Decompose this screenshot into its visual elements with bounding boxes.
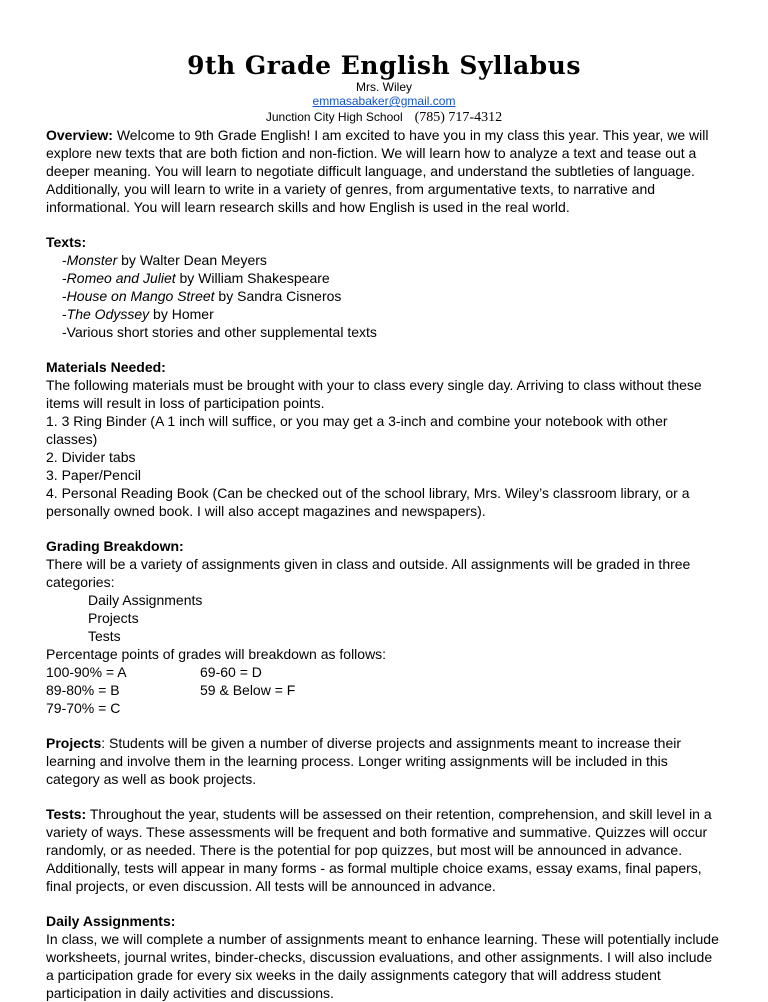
daily-heading: Daily Assignments: bbox=[46, 913, 176, 929]
daily-section bbox=[46, 912, 722, 1002]
grading-scale bbox=[46, 663, 722, 717]
phone-number: (785) 717-4312 bbox=[414, 110, 503, 125]
grading-category: Tests bbox=[88, 628, 121, 644]
projects-section bbox=[46, 734, 722, 788]
text-item: -The Odyssey by Homer bbox=[62, 306, 214, 322]
materials-heading: Materials Needed: bbox=[46, 359, 166, 375]
overview-text: Welcome to 9th Grade English! I am excited to have you in my class this year. This year, we will explore new texts that are both fiction and non-fiction. We will learn how to analyze a text and tease out a deeper meaning. You will learn to negotiate difficult language, and understand the subtleties of language. Additionally, you will learn to write in a variety of genres, from argumentative texts, to narrative and informational. You will learn research skills and how English is used in the real world. bbox=[46, 127, 709, 215]
tests-text: Throughout the year, students will be assessed on their retention, comprehension, and skill level in a variety of ways. These assessments will be frequent and both formative and summative. Quizzes will occur randomly, or as needed. There is the potential for pop quizzes, but most will be announced in advance. Additionally, tests will appear in many forms - as formal multiple choice exams, essay exams, final papers, final projects, or even discussion. All tests will be announced in advance. bbox=[46, 806, 712, 894]
grade-cell: 79-70% = C bbox=[46, 700, 121, 716]
tests-section bbox=[46, 805, 722, 895]
texts-section bbox=[46, 233, 722, 341]
grading-heading: Grading Breakdown: bbox=[46, 538, 184, 554]
projects-text: : Students will be given a number of diverse projects and assignments meant to increase their learning and involve them in the learning process. Longer writing assignments will be included in this category as well as book projects. bbox=[46, 735, 681, 787]
materials-item: 2. Divider tabs bbox=[46, 449, 136, 465]
school-line bbox=[46, 109, 722, 126]
texts-heading: Texts: bbox=[46, 234, 87, 250]
materials-item: 4. Personal Reading Book (Can be checked out of the school library, Mrs. Wiley’s classroom library, or a personally owned book. I will also accept magazines and newspapers). bbox=[46, 485, 690, 519]
materials-item: 1. 3 Ring Binder (A 1 inch will suffice, or you may get a 3-inch and combine your notebook with other classes) bbox=[46, 413, 668, 447]
grading-category: Daily Assignments bbox=[88, 592, 203, 608]
grading-scale-intro: Percentage points of grades will breakdown as follows: bbox=[46, 646, 387, 662]
email-link[interactable]: emmasabaker@gmail.com bbox=[312, 94, 456, 108]
text-item: -Various short stories and other supplemental texts bbox=[62, 324, 377, 340]
daily-text: In class, we will complete a number of assignments meant to enhance learning. These will potentially include worksheets, journal writes, binder-checks, discussion evaluations, and other assignments. I will also include a participation grade for every six weeks in the daily assignments category that will address student participation in daily activities and discussions. bbox=[46, 931, 719, 1001]
tests-heading: Tests: bbox=[46, 806, 87, 822]
grade-cell: 59 & Below = F bbox=[200, 682, 296, 698]
page-title: 9th Grade English Syllabus bbox=[187, 51, 581, 80]
overview-section bbox=[46, 126, 722, 216]
teacher-name: Mrs. Wiley bbox=[356, 80, 412, 94]
grading-intro: There will be a variety of assignments given in class and outside. All assignments will be graded in three categories: bbox=[46, 556, 691, 590]
grading-category: Projects bbox=[88, 610, 139, 626]
text-item: -Monster by Walter Dean Meyers bbox=[62, 252, 267, 268]
grading-section bbox=[46, 537, 722, 717]
school-name: Junction City High School bbox=[265, 110, 403, 124]
grade-cell: 89-80% = B bbox=[46, 682, 120, 698]
grade-cell: 69-60 = D bbox=[200, 664, 262, 680]
text-item: -House on Mango Street by Sandra Cisneros bbox=[62, 288, 342, 304]
overview-heading: Overview: bbox=[46, 127, 113, 143]
text-item: -Romeo and Juliet by William Shakespeare bbox=[62, 270, 330, 286]
materials-section bbox=[46, 358, 722, 520]
materials-intro: The following materials must be brought with your to class every single day. Arriving to class without these items will result in loss of participation points. bbox=[46, 377, 702, 411]
projects-heading: Projects bbox=[46, 735, 102, 751]
grade-cell: 100-90% = A bbox=[46, 664, 127, 680]
materials-item: 3. Paper/Pencil bbox=[46, 467, 141, 483]
grade-cell bbox=[200, 699, 400, 717]
